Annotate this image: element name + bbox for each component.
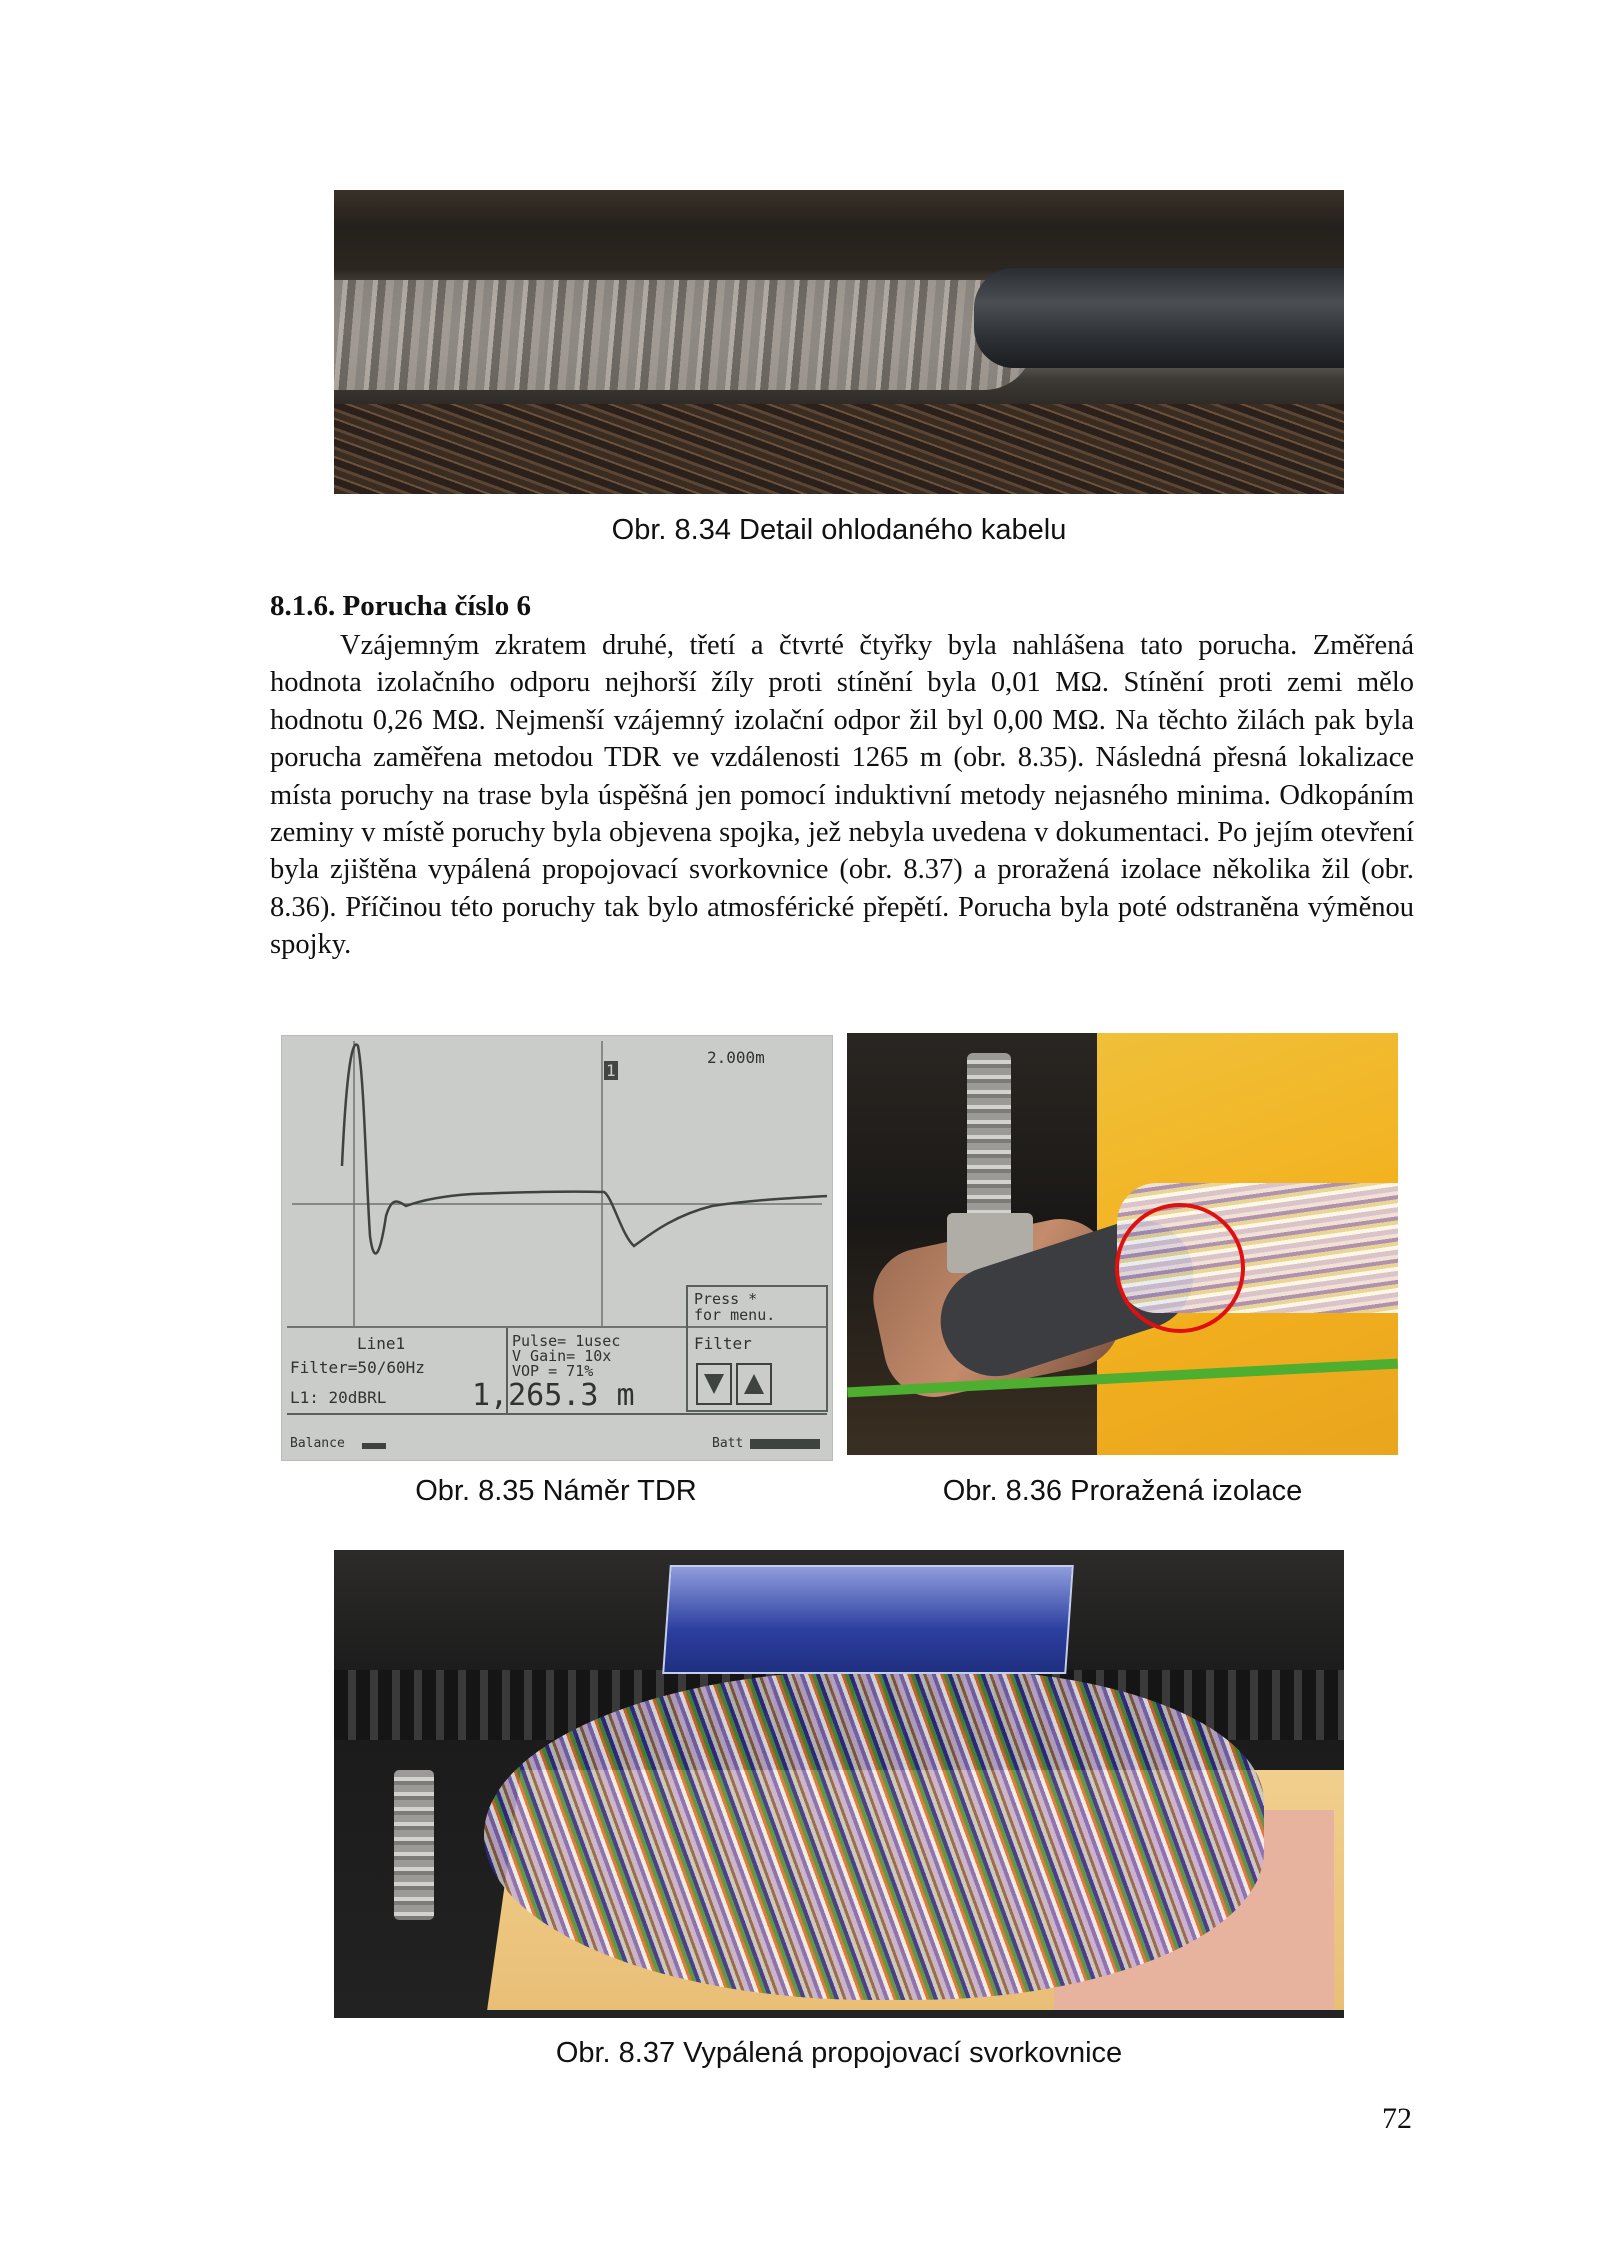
tdr-marker-label: 1	[606, 1061, 616, 1080]
photo-gnawed-cable	[334, 190, 1344, 494]
tdr-trace	[342, 1045, 827, 1254]
section-heading: 8.1.6. Porucha číslo 6	[270, 590, 531, 622]
photo-pierced-insulation	[847, 1033, 1398, 1455]
tdr-vop: VOP = 71%	[512, 1362, 594, 1380]
tdr-line: Line1	[357, 1334, 406, 1353]
caption-fig-8-37: Obr. 8.37 Vypálená propojovací svorkovnice	[555, 2037, 1123, 2069]
tdr-panel-divider	[287, 1326, 827, 1328]
tdr-distance: 1,265.3 m	[472, 1378, 635, 1413]
tdr-press-hint-2: for menu.	[694, 1306, 776, 1324]
tdr-level: L1: 20dBRL	[290, 1388, 387, 1407]
tdr-pulse: Pulse= 1usec	[512, 1332, 621, 1350]
photo-tdr-screen	[281, 1035, 833, 1461]
photo-burnt-terminal-block	[334, 1550, 1344, 2018]
section-paragraph: Vzájemným zkratem druhé, třetí a čtvrté čtyřky byla nahlášena tato porucha. Změřená hodnota izolačního odporu nejhorší žíly proti stínění byla 0,01 MΩ. Stínění proti zemi mělo hodnotu 0,26 MΩ. Nejmenší vzájemný izolační odpor žil byl 0,00 MΩ. Na těchto žilách pak byla porucha zaměřena metodou TDR ve vzdálenosti 1265 m (obr. 8.35). Následná přesná lokalizace místa poruchy na trase byla úspěšná jen pomocí induktivní metody nejasného minima. Odkopáním zeminy v místě poruchy byla objevena spojka, jež nebyla uvedena v dokumentaci. Po jejím otevření byla zjištěna vypálená propojovací svorkovnice (obr. 8.37) a proražená izolace několika žil (obr. 8.36). Příčinou této poruchy tak bylo atmosférické přepětí. Porucha byla poté odstraněna výměnou spojky.	[270, 630, 1414, 961]
tdr-vgain: V Gain= 10x	[512, 1347, 612, 1365]
fault-highlight-circle	[1115, 1203, 1245, 1333]
tdr-filter-setting: Filter=50/60Hz	[290, 1358, 425, 1377]
page-number: 72	[1382, 2102, 1412, 2135]
tdr-balance: Balance	[290, 1436, 345, 1451]
tdr-press-hint-1: Press *	[694, 1290, 758, 1308]
caption-fig-8-36: Obr. 8.36 Proražená izolace	[942, 1475, 1303, 1507]
terminal-block	[662, 1565, 1074, 1674]
intact-cable-section	[974, 268, 1344, 368]
threaded-bolt	[394, 1770, 434, 1920]
tdr-range: 2.000m	[707, 1048, 765, 1067]
colored-wires	[484, 1670, 1264, 2000]
battery-bar	[750, 1439, 820, 1449]
balance-bar	[362, 1443, 386, 1449]
soil-roots	[334, 404, 1344, 494]
tdr-filter-button: Filter	[694, 1334, 752, 1353]
up-arrow-icon	[744, 1374, 764, 1394]
tdr-batt: Batt	[712, 1436, 744, 1451]
down-arrow-icon	[704, 1374, 724, 1394]
gnawed-cable-section	[334, 280, 1034, 390]
caption-fig-8-34: Obr. 8.34 Detail ohlodaného kabelu	[611, 514, 1067, 546]
caption-fig-8-35: Obr. 8.35 Náměr TDR	[415, 1475, 697, 1507]
